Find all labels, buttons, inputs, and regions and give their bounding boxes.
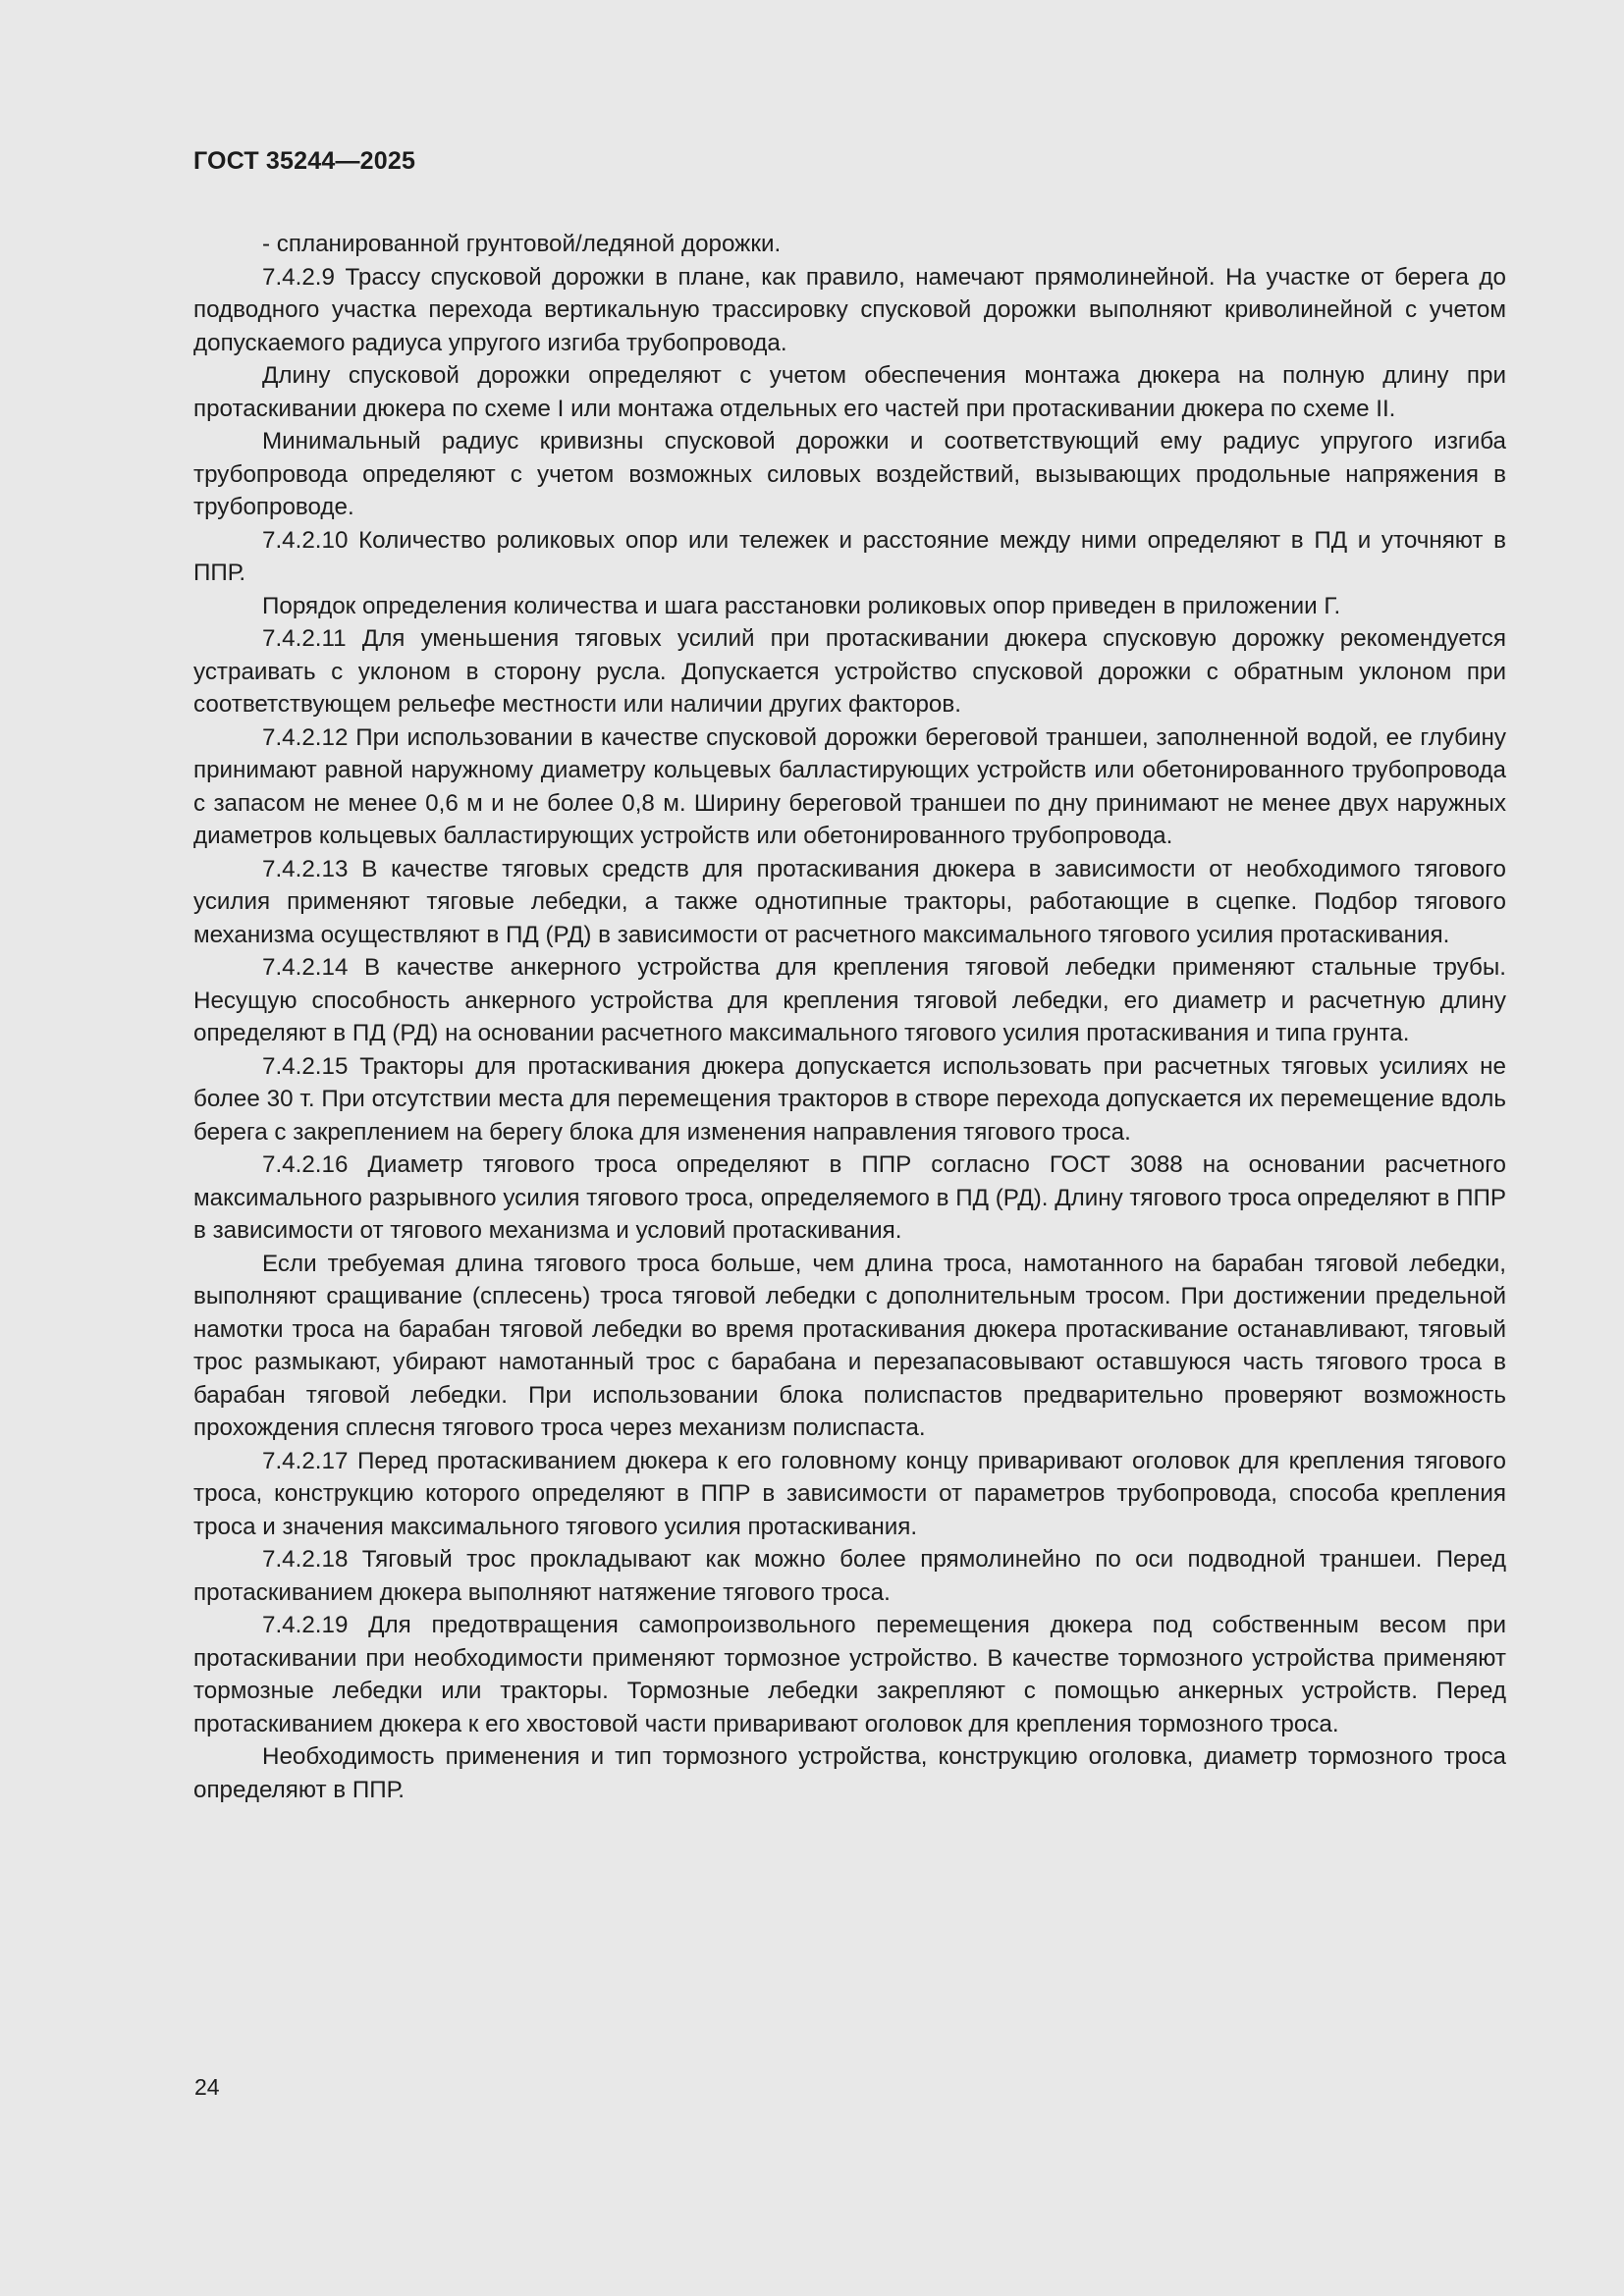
paragraph-7-4-2-11: 7.4.2.11 Для уменьшения тяговых усилий при протаскивании дюкера спусковую дорожку рекомендуется устраивать с уклоном в сторону русла. Допускается устройство спусковой дорожки с обратным уклоном при соответствующем рельефе местности или наличии других факторов.	[193, 625, 1506, 718]
page-number: 24	[194, 2074, 220, 2100]
paragraph-7-4-2-13: 7.4.2.13 В качестве тяговых средств для протаскивания дюкера в зависимости от необходимого тягового усилия применяют тяговые лебедки, а также однотипные тракторы, работающие в сцепке. Подбор тягового механизма осуществляют в ПД (РД) в зависимости от расчетного максимального тягового усилия протаскивания.	[193, 855, 1506, 948]
paragraph-7-4-2-18: 7.4.2.18 Тяговый трос прокладывают как можно более прямолинейно по оси подводной траншеи. Перед протаскиванием дюкера выполняют натяжение тягового троса.	[193, 1546, 1506, 1606]
paragraph-7-4-2-17: 7.4.2.17 Перед протаскиванием дюкера к его головному концу приваривают оголовок для крепления тягового троса, конструкцию которого определяют в ППР в зависимости от параметров трубопровода, способа крепления троса и значения максимального тягового усилия протаскивания.	[193, 1447, 1506, 1540]
paragraph-launch-track-length: Длину спусковой дорожки определяют с учетом обеспечения монтажа дюкера на полную длину при протаскивании дюкера по схеме I или монтажа отдельных его частей при протаскивании дюкера по схеме II.	[193, 362, 1506, 422]
paragraph-7-4-2-9: 7.4.2.9 Трассу спусковой дорожки в плане, как правило, намечают прямолинейной. На участке от берега до подводного участка перехода вертикальную трассировку спусковой дорожки выполняют криволинейной с учетом допускаемого радиуса упругого изгиба трубопровода.	[193, 263, 1506, 356]
paragraph-7-4-2-16: 7.4.2.16 Диаметр тягового троса определяют в ППР согласно ГОСТ 3088 на основании расчетного максимального разрывного усилия тягового троса, определяемого в ПД (РД). Длину тягового троса определяют в ППР в зависимости от тягового механизма и условий протаскивания.	[193, 1151, 1506, 1244]
paragraph-braking-device: Необходимость применения и тип тормозного устройства, конструкцию оголовка, диаметр тормозного троса определяют в ППР.	[193, 1743, 1506, 1803]
paragraph-7-4-2-12: 7.4.2.12 При использовании в качестве спусковой дорожки береговой траншеи, заполненной водой, ее глубину принимают равной наружному диаметру кольцевых балластирующих устройств или обетонированного трубопровода с запасом не менее 0,6 м и не более 0,8 м. Ширину береговой траншеи по дну принимают не менее двух наружных диаметров кольцевых балластирующих устройств или обетонированного трубопровода.	[193, 723, 1506, 849]
paragraph-7-4-2-14: 7.4.2.14 В качестве анкерного устройства для крепления тяговой лебедки применяют стальные трубы. Несущую способность анкерного устройства для крепления тяговой лебедки, его диаметр и расчетную длину определяют в ПД (РД) на основании расчетного максимального тягового усилия протаскивания и типа грунта.	[193, 954, 1506, 1046]
paragraph-7-4-2-10: 7.4.2.10 Количество роликовых опор или тележек и расстояние между ними определяют в ПД и уточняют в ППР.	[193, 526, 1506, 586]
text-body	[193, 228, 1506, 1806]
paragraph-7-4-2-19: 7.4.2.19 Для предотвращения самопроизвольного перемещения дюкера под собственным весом при протаскивании при необходимости применяют тормозное устройство. В качестве тормозного устройства применяют тормозные лебедки или тракторы. Тормозные лебедки закрепляют с помощью анкерных устройств. Перед протаскиванием дюкера к его хвостовой части приваривают оголовок для крепления тормозного троса.	[193, 1612, 1506, 1737]
paragraph-list-item-trail: - спланированной грунтовой/ледяной дорожки.	[262, 231, 782, 257]
paragraph-min-curvature-radius: Минимальный радиус кривизны спусковой дорожки и соответствующий ему радиус упругого изгиба трубопровода определяют с учетом возможных силовых воздействий, вызывающих продольные напряжения в трубопроводе.	[193, 428, 1506, 520]
paragraph-roller-supports-appendix: Порядок определения количества и шага расстановки роликовых опор приведен в приложении Г.	[262, 592, 1341, 619]
paragraph-splicing-cable: Если требуемая длина тягового троса больше, чем длина троса, намотанного на барабан тяговой лебедки, выполняют сращивание (сплесень) троса тяговой лебедки с дополнительным тросом. При достижении предельной намотки троса на барабан тяговой лебедки во время протаскивания дюкера протаскивание останавливают, тяговый трос размыкают, убирают намотанный трос с барабана и перезапасовывают оставшуюся часть тягового троса в барабан тяговой лебедки. При использовании блока полиспастов предварительно проверяют возможность прохождения сплесня тягового троса через механизм полиспаста.	[193, 1250, 1506, 1441]
standard-code-header: ГОСТ 35244—2025	[193, 147, 416, 175]
paragraph-7-4-2-15: 7.4.2.15 Тракторы для протаскивания дюкера допускается использовать при расчетных тяговых усилиях не более 30 т. При отсутствии места для перемещения тракторов в створе перехода допускается их перемещение вдоль берега с закреплением на берегу блока для изменения направления тягового троса.	[193, 1052, 1506, 1146]
